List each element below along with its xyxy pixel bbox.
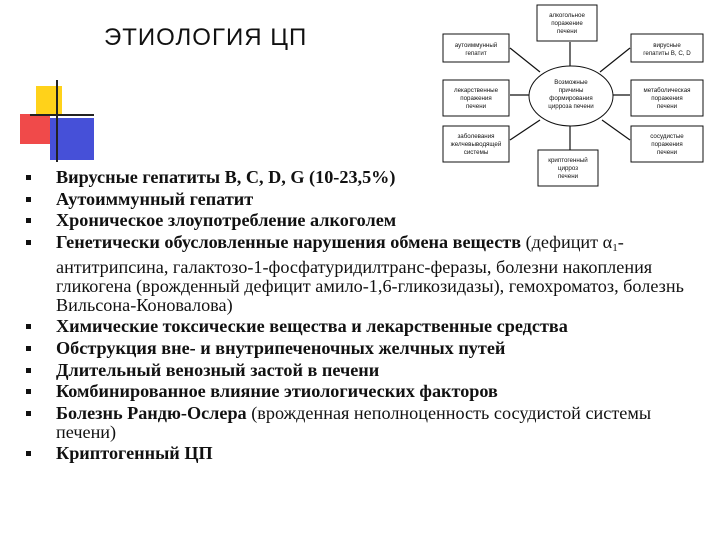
bullet-text: Длительный венозный застой в печени xyxy=(56,359,380,380)
svg-text:печени xyxy=(657,103,678,110)
box-left-top-line2: гепатит xyxy=(465,50,487,57)
center-line3: формирования xyxy=(549,95,593,102)
svg-text:Возможные xyxy=(554,79,588,86)
box-right-top-line1: вирусные xyxy=(653,42,681,49)
box-left-bottom-line2: желчевыводящей xyxy=(450,141,502,148)
box-left-bottom-line3: системы xyxy=(463,149,489,156)
center-line1: Возможные xyxy=(554,79,588,86)
center-line2: причины xyxy=(558,87,584,94)
box-right-bottom-line1: сосудистые xyxy=(650,133,684,140)
svg-text:вирусные xyxy=(653,42,681,49)
svg-text:криптогенный xyxy=(548,157,588,164)
bullet-marker xyxy=(26,197,31,202)
svg-text:печени xyxy=(657,149,678,156)
svg-text:причины xyxy=(559,87,584,94)
bullet-marker xyxy=(26,175,31,180)
svg-text:желчевыводящей xyxy=(451,141,502,148)
bullet-text: Генетически обусловленные нарушения обмена веществ xyxy=(56,231,522,252)
svg-text:поражения xyxy=(460,95,491,102)
svg-text:гепатиты В, С, D xyxy=(643,50,691,57)
bullet-detail: (врожденная неполноценность сосудистой системы печени) xyxy=(56,402,652,442)
bullet-text: Болезнь Рандю-Ослера xyxy=(56,402,247,423)
bullet-item xyxy=(26,190,706,209)
svg-text:аутоиммунный xyxy=(455,42,498,49)
bullet-marker xyxy=(26,389,31,394)
box-bottom-line1: криптогенный xyxy=(548,157,588,164)
svg-text:поражение xyxy=(551,20,583,27)
box-right-mid-line3: печени xyxy=(656,103,678,110)
bullet-item xyxy=(26,361,706,380)
bullet-marker xyxy=(26,240,31,245)
box-left-mid-line1: лекарственные xyxy=(453,87,499,94)
svg-text:метаболическая xyxy=(643,87,690,94)
slide-title: ЭТИОЛОГИЯ ЦП xyxy=(104,24,308,51)
bullet-item xyxy=(26,339,706,358)
box-right-mid-line2: поражения xyxy=(651,95,683,102)
box-bottom-line3: печени xyxy=(557,173,579,180)
box-bottom-line2: цирроз xyxy=(557,165,579,172)
box-left-mid-line2: поражения xyxy=(460,95,492,102)
bullet-detail: -антитрипсина, галактозо-1-фосфатуридилтранс-феразы, болезни накопления гликогена (врожденный дефицит амило-1,6-гликозидазы), гемохроматоз, болезнь Вильсона-Коновалова) xyxy=(56,231,684,315)
svg-text:системы xyxy=(464,149,489,156)
svg-text:сосудистые xyxy=(650,133,684,140)
bullet-item xyxy=(26,233,706,315)
svg-text:гепатит xyxy=(465,50,487,57)
svg-text:поражения xyxy=(651,95,682,102)
bullet-text: Аутоиммунный гепатит xyxy=(56,188,254,209)
bullet-item xyxy=(26,444,706,463)
bullet-item xyxy=(26,404,706,442)
bullet-text: Хроническое злоупотребление алкоголем xyxy=(56,210,397,231)
bullet-marker xyxy=(26,368,31,373)
bullet-marker xyxy=(26,451,31,456)
box-right-bottom-line3: печени xyxy=(656,149,678,156)
bullet-detail-open: (дефицит xyxy=(525,231,603,252)
svg-text:формирования xyxy=(549,95,592,102)
alpha-subscript: 1 xyxy=(612,241,618,254)
svg-text:печени xyxy=(557,28,578,35)
box-left-bottom-line1: заболевания xyxy=(457,133,495,140)
bullet-item xyxy=(26,168,706,187)
svg-text:печени xyxy=(466,103,487,110)
box-right-top-line2: гепатиты В, С, D xyxy=(643,50,691,57)
svg-text:поражения xyxy=(651,141,682,148)
bullet-item xyxy=(26,211,706,230)
svg-text:заболевания xyxy=(457,133,494,140)
alpha-symbol: α xyxy=(602,231,613,252)
box-left-top-line1: аутоиммунный xyxy=(454,42,498,49)
svg-text:лекарственные xyxy=(454,87,499,94)
bullet-marker xyxy=(26,346,31,351)
bullet-marker xyxy=(26,324,31,329)
box-top-line1: алкогольное xyxy=(549,12,585,19)
box-left-mid-line3: печени xyxy=(465,103,487,110)
etiology-bullet-list xyxy=(26,168,706,466)
bullet-text: Криптогенный ЦП xyxy=(56,443,213,464)
svg-text:цирроза печени xyxy=(548,103,594,110)
bullet-text: Комбинированное влияние этиологических факторов xyxy=(56,381,498,402)
box-top-line2: поражение xyxy=(551,20,583,27)
bullet-text: Химические токсические вещества и лекарственные средства xyxy=(56,316,568,337)
bullet-marker xyxy=(26,218,31,223)
box-right-mid-line1: метаболическая xyxy=(643,87,691,94)
bullet-item xyxy=(26,382,706,401)
bullet-item xyxy=(26,317,706,336)
center-line4: цирроза печени xyxy=(548,103,594,110)
box-right-bottom-line2: поражения xyxy=(651,141,683,148)
bullet-marker xyxy=(26,411,31,416)
svg-text:алкогольное xyxy=(549,12,585,19)
bullet-text: Обструкция вне- и внутрипеченочных желчных путей xyxy=(56,337,506,358)
box-top-line3: печени xyxy=(556,28,578,35)
bullet-text: Вирусные гепатиты В, С, D, G (10-23,5%) xyxy=(56,167,396,187)
